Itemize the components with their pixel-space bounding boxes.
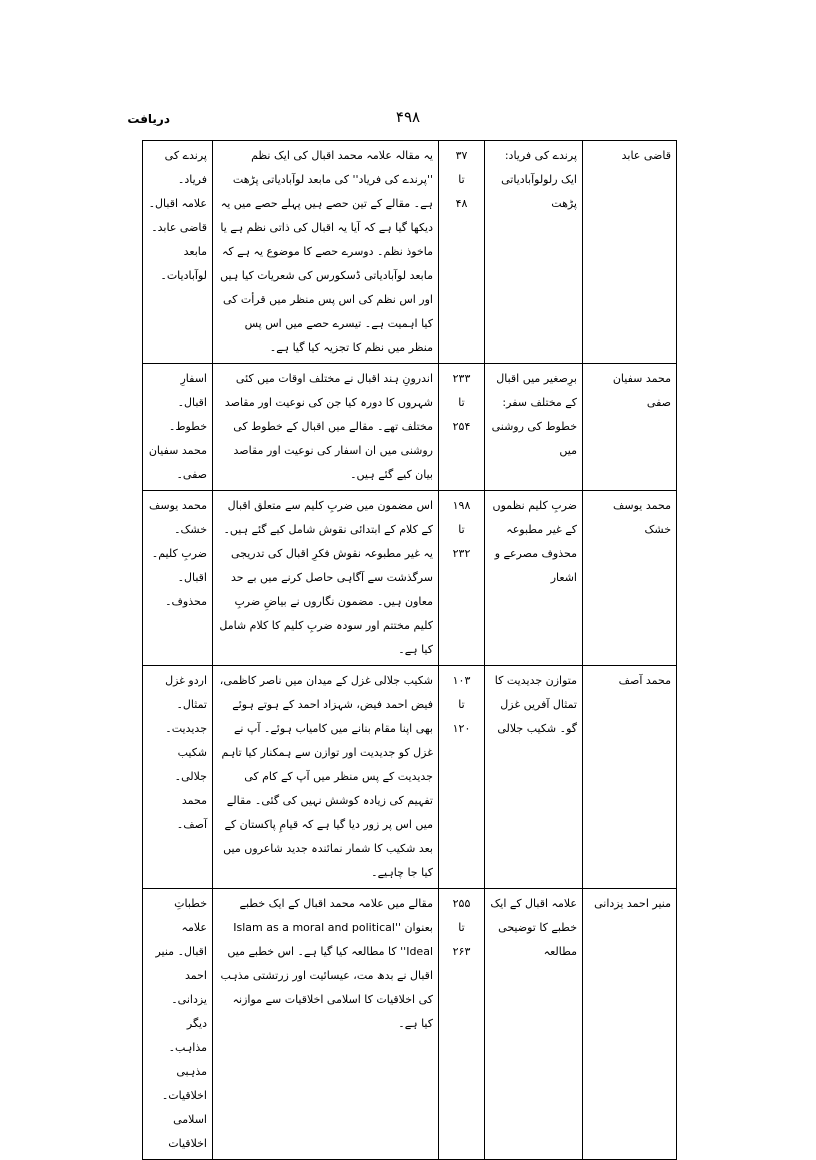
keyword: خطوط۔ محمد سفیان [148,420,207,457]
table-row [143,364,677,491]
page-range-word: تا [458,396,465,409]
keywords-cell [143,364,213,491]
keyword: خطباتِ علامہ [174,897,207,934]
table-row [143,141,677,364]
article-index-table [142,140,677,1160]
keyword: اردو غزل تمثال۔ [165,674,207,711]
keywords-cell [143,889,213,1160]
page-start: ۲۳۳ [452,372,471,385]
keyword: محمد یوسف خشک۔ [149,499,207,536]
pages-cell [439,364,485,491]
page-range-word: تا [458,523,465,536]
table-row [143,666,677,889]
title-cell: ضربِ کلیم نظموں کے غیر مطبوعہ محذوف مصرعے و اشعار [485,491,583,666]
keyword: شکیب جلالی۔ محمد [174,746,207,807]
pages-cell [439,889,485,1160]
author-cell: قاضی عابد [583,141,677,364]
page-start: ۳۷ [455,149,468,162]
page-end: ۲۵۴ [452,420,471,433]
keyword: اقبال۔ محذوف۔ [165,571,207,608]
summary-cell: اندرونِ ہند اقبال نے مختلف اوقات میں کئی شہروں کا دورہ کیا جن کی نوعیت اور مقاصد مختلف تھے۔ مقالے میں اقبال کے خطوط کی روشنی میں ان اسفار کی نوعیت اور مقاصد بیان کیے گئے ہیں۔ [213,364,439,491]
keyword: پرندے کی فریاد۔ [164,149,207,186]
author-cell: محمد سفیان صفی [583,364,677,491]
title-cell: پرندے کی فریاد: ایک رلولوآبادیاتی پڑھت [485,141,583,364]
page-end: ۱۲۰ [452,722,471,735]
page-start: ۱۰۳ [452,674,471,687]
keyword: ضربِ کلیم۔ [151,547,207,560]
author-cell: منیر احمد یزدانی [583,889,677,1160]
keyword: یزدانی۔ دیگر مذاہب۔ [168,993,207,1054]
summary-cell: مقالے میں علامہ محمد اقبال کے ایک خطبے بعنوان ''Islam as a moral and political Ideal'' کا مطالعہ کیا گیا ہے۔ اس خطبے میں اقبال نے بدھ مت، عیسائیت اور زرتشتی مذہب کی اخلاقیات کا اسلامی اخلاقیات سے موازنہ کیا ہے۔ [213,889,439,1160]
keyword: علامہ اقبال۔ [148,197,207,210]
keyword: مذہبی اخلاقیات۔ [161,1065,207,1102]
page-start: ۲۵۵ [452,897,471,910]
summary-cell: اس مضمون میں ضربِ کلیم سے متعلق اقبال کے کلام کے ابتدائی نقوش شامل کیے گئے ہیں۔ یہ غیر مطبوعہ نقوش فکرِ اقبال کی تدریجی سرگذشت سے آگاہی حاصل کرنے میں بے حد معاون ہیں۔ مضمون نگاروں نے بیاضِ ضربِ کلیم مختتم اور سودہ ضربِ کلیم کا کلام شامل کیا ہے۔ [213,491,439,666]
pages-cell [439,491,485,666]
running-header: دریافت [127,112,170,126]
keyword: آصف۔ [176,818,207,831]
keywords-cell [143,141,213,364]
keyword: قاضی عابد۔ [151,221,207,234]
keywords-cell [143,491,213,666]
page-range-word: تا [458,921,465,934]
title-cell: برِصغیر میں اقبال کے مختلف سفر: خطوط کی روشنی میں [485,364,583,491]
keyword: اسفارِ اقبال۔ [177,372,207,409]
title-cell: علامہ اقبال کے ایک خطبے کا توضیحی مطالعہ [485,889,583,1160]
keyword: مابعد لوآبادیات۔ [160,245,207,282]
summary-cell: شکیب جلالی غزل کے میدان میں ناصر کاظمی، فیض احمد فیض، شہزاد احمد کے ہوتے ہوئے بھی اپنا مقام بنانے میں کامیاب ہوئے۔ آپ نے غزل کو جدیدیت اور توازن سے ہمکنار کیا تاہم جدیدیت کے پس منظر میں آپ کے کام کی تفہیم کی زیادہ کوشش نہیں کی گئی۔ مقالے میں اس پر زور دیا گیا ہے کہ قیامِ پاکستان کے بعد شکیب کا شمار نمائندہ جدید شاعروں میں کیا جا چاہیے۔ [213,666,439,889]
summary-cell: یہ مقالہ علامہ محمد اقبال کی ایک نظم ''پرندے کی فریاد'' کی مابعد لوآبادیاتی پڑھت ہے۔ مقالے کے تین حصے ہیں پہلے حصے میں یہ دیکھا گیا ہے کہ آیا یہ اقبال کی ذاتی نظم ہے یا ماخوذ نظم۔ دوسرے حصے کا موضوع یہ ہے کہ مابعد لوآبادیاتی ڈسکورس کی شعریات کیا ہیں اور اس نظم کی اس پس منظر میں قرأت کی کیا اہمیت ہے۔ تیسرے حصے میں اس پس منظر میں نظم کا تجزیہ کیا گیا ہے۔ [213,141,439,364]
keywords-cell [143,666,213,889]
keyword: صفی۔ [176,468,207,481]
pages-cell [439,666,485,889]
author-cell: محمد یوسف خشک [583,491,677,666]
table-row [143,491,677,666]
page-range-word: تا [458,173,465,186]
author-cell: محمد آصف [583,666,677,889]
table-row [143,889,677,1160]
page-range-word: تا [458,698,465,711]
page-start: ۱۹۸ [452,499,471,512]
page-end: ۴۸ [455,197,468,210]
keyword: اقبال۔ منیر احمد [155,945,207,982]
keyword: اسلامی اخلاقیات [168,1113,207,1150]
page-end: ۲۳۲ [452,547,471,560]
page-number: ۴۹۸ [395,108,421,126]
title-cell: متوازن جدیدیت کا تمثال آفریں غزل گو۔ شکیب جلالی [485,666,583,889]
keyword: جدیدیت۔ [165,722,207,735]
page-end: ۲۶۳ [452,945,471,958]
pages-cell [439,141,485,364]
